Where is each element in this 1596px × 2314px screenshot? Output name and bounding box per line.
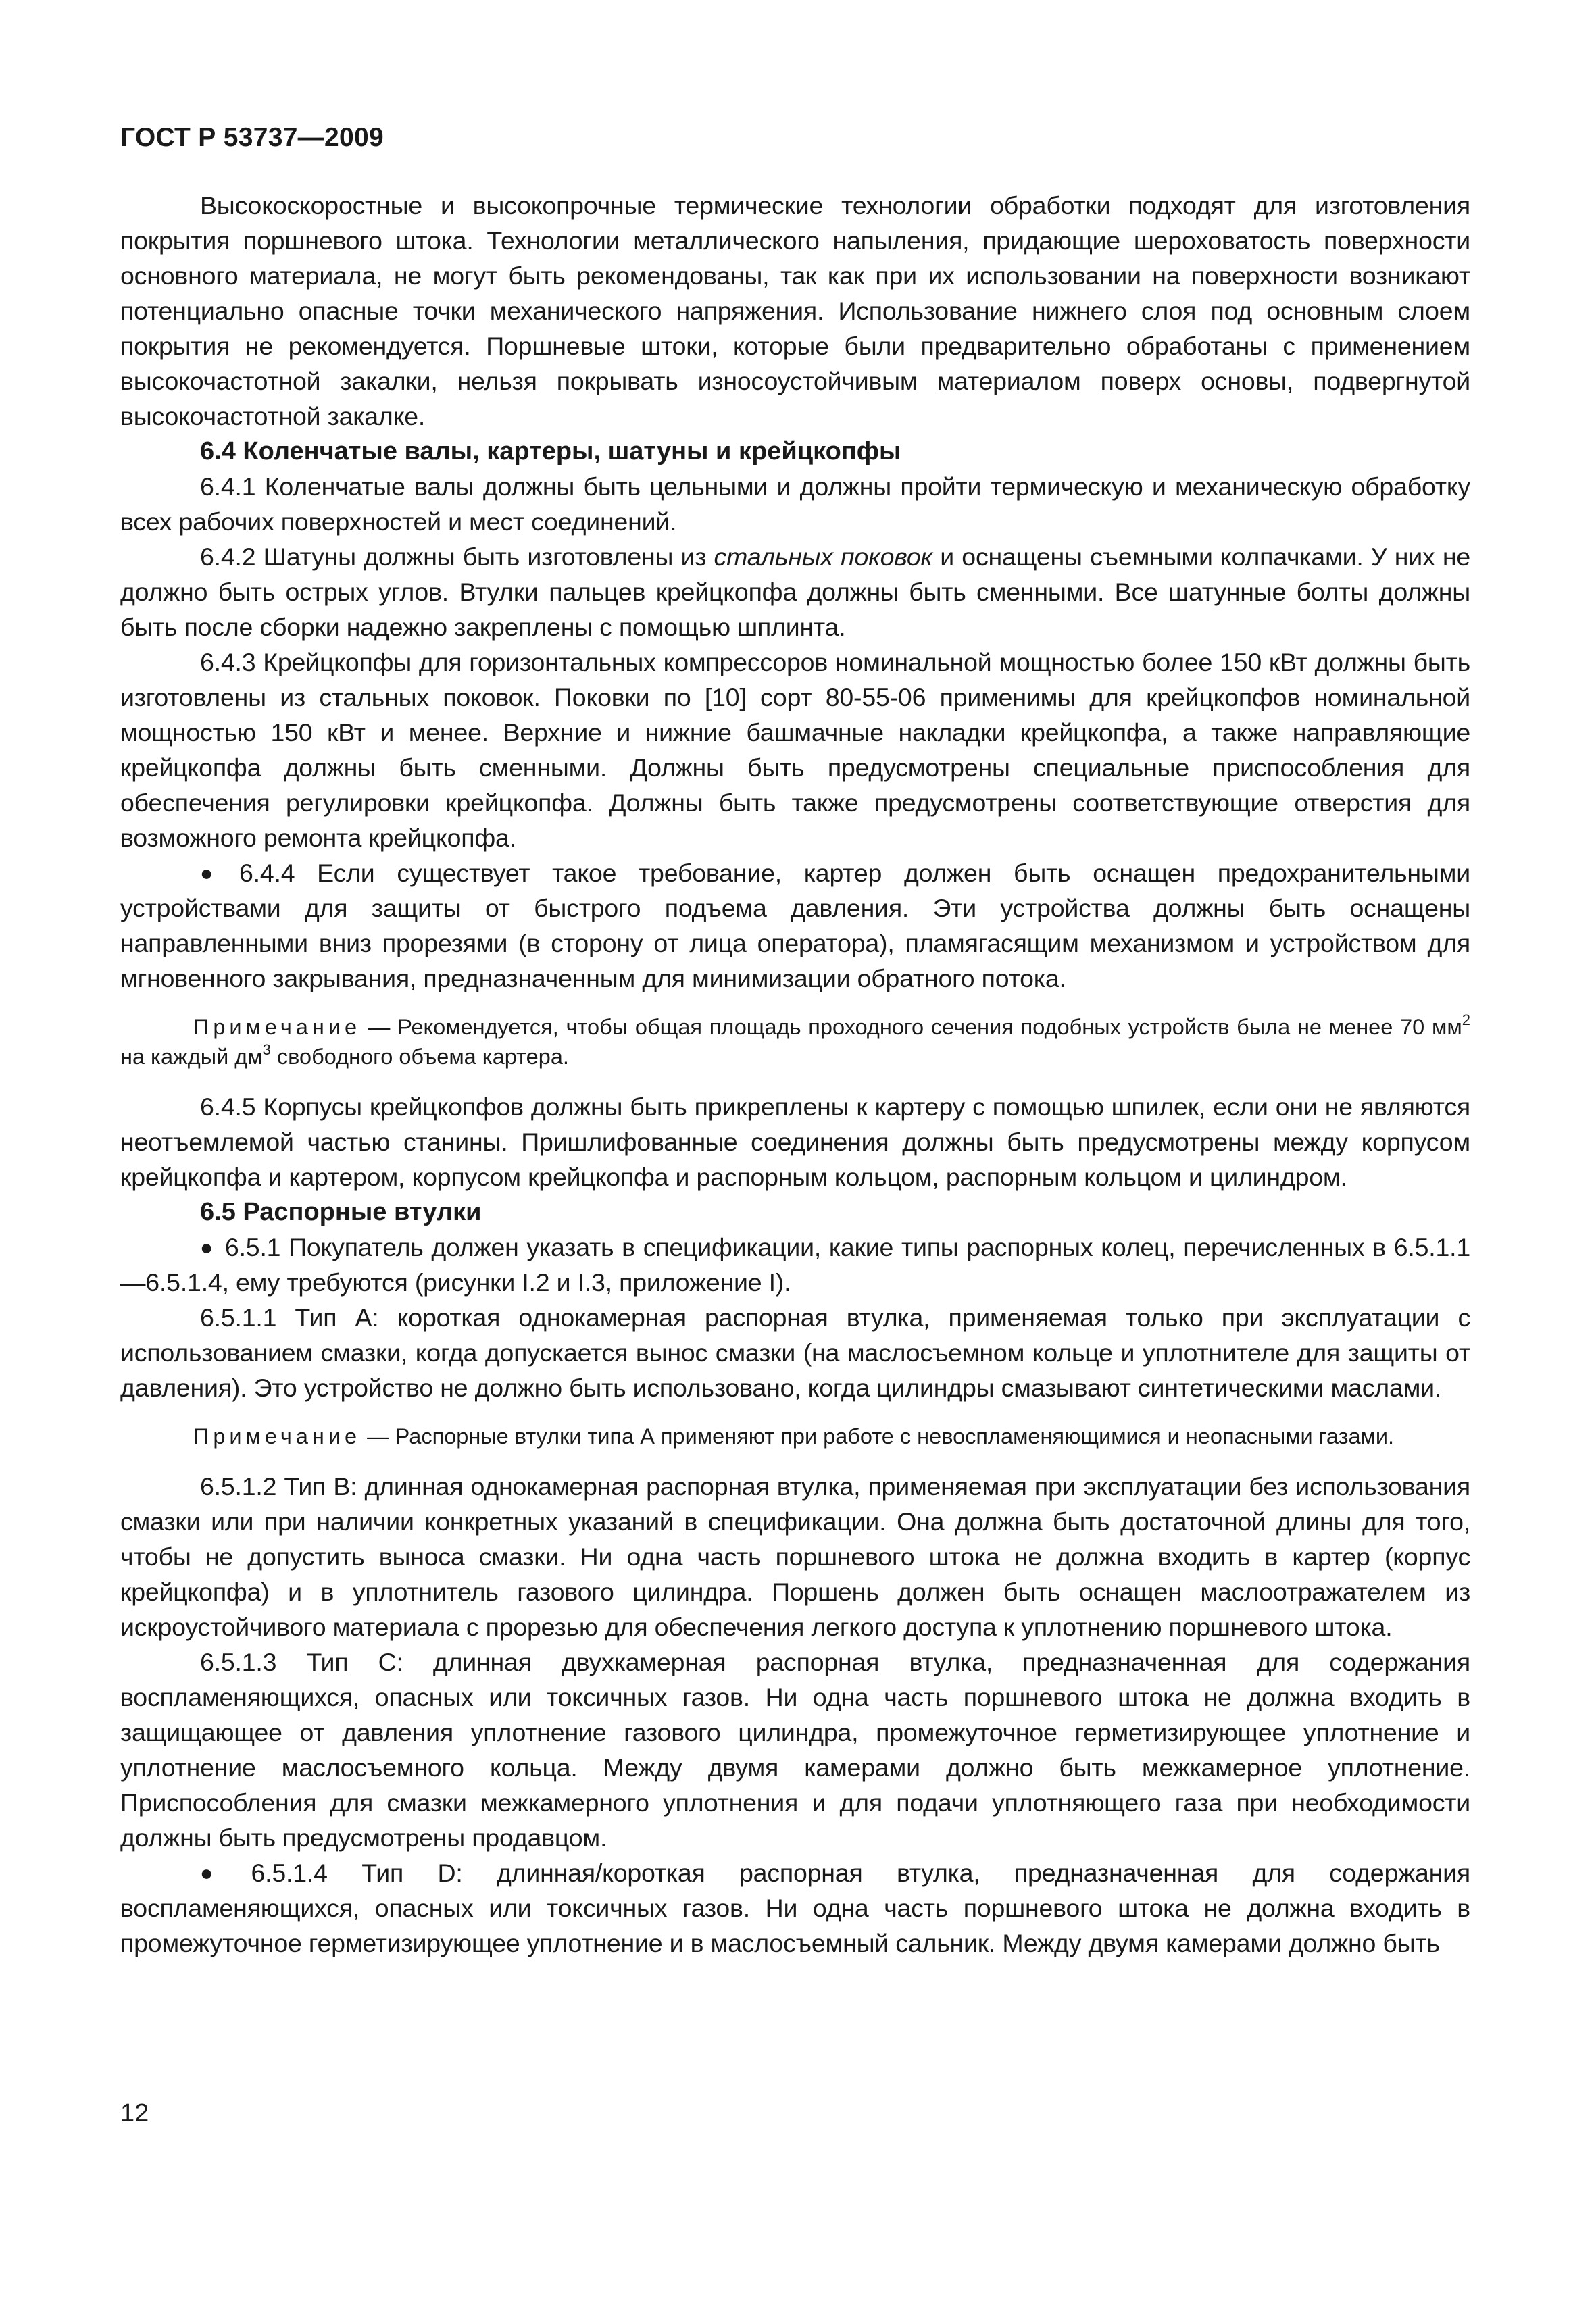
note-1-sup-3: 3 <box>262 1041 271 1058</box>
paragraph-6-4-4-text: 6.4.4 Если существует такое требование, картер должен быть оснащен предохранительными устройствами для защиты от быстрого подъема давления. Эти устройства должны быть оснащены направленными вниз прорезями (в сторону от лица оператора), пламягасящим механизмом и устройством для мгновенного закрывания, предназначенным для минимизации обратного потока. <box>120 859 1470 992</box>
paragraph-6-5-1-3: 6.5.1.3 Тип С: длинная двухкамерная распорная втулка, предназначенная для содержания воспламеняющихся, опасных или токсичных газов. Ни одна часть поршневого штока не должна входить в защищающее от давления уплотнение газового цилиндра, промежуточное герметизирующее уплотнение и уплотнение маслосъемного кольца. Между двумя камерами должно быть межкамерное уплотнение. Приспособления для смазки межкамерного уплотнения и для подачи уплотняющего газа при необходимости должны быть предусмотрены продавцом. <box>120 1648 1470 1852</box>
paragraph-6-5-1-2: 6.5.1.2 Тип В: длинная однокамерная распорная втулка, применяемая при эксплуатации без использования смазки или при наличии конкретных указаний в спецификации. Она должна быть достаточной длины для того, чтобы не допустить выноса смазки. Ни одна часть поршневого штока не должна входить в картер (корпус крейцкопфа) и в уплотнитель газового цилиндра. Поршень должен быть оснащен маслоотражателем из искроустойчивого материала с прорезью для обеспечения легкого доступа к уплотнению поршневого штока. <box>120 1472 1470 1641</box>
paragraph-6-4-2-start: 6.4.2 Шатуны должны быть изготовлены из <box>200 543 714 571</box>
note-label: Примечание <box>193 1424 361 1449</box>
note-1-text-a: — Рекомендуется, чтобы общая площадь проходного сечения подобных устройств была не менее 70 мм <box>361 1015 1462 1039</box>
document-header: ГОСТ Р 53737—2009 <box>120 123 384 152</box>
paragraph-6-4-3: 6.4.3 Крейцкопфы для горизонтальных компрессоров номинальной мощностью более 150 кВт должны быть изготовлены из стальных поковок. Поковки по [10] сорт 80-55-06 применимы для крейцкопфов номинальной мощностью 150 кВт и менее. Верхние и нижние башмачные накладки крейцкопфа, а также направляющие крейцкопфа должны быть сменными. Должны быть предусмотрены специальные приспособления для обеспечения регулировки крейцкопфа. Должны быть также предусмотрены соответствующие отверстия для возможного ремонта крейцкопфа. <box>120 648 1470 852</box>
note-label: Примечание <box>193 1015 361 1039</box>
paragraph-6-4-2 <box>120 539 1470 645</box>
note-1-sup-2: 2 <box>1462 1011 1470 1028</box>
paragraph-6-4-2-end: и оснащены съемными колпачками. У них не должно быть острых углов. Втулки пальцев крейцкопфа должны быть сменными. Все шатунные болты должны быть после сборки надежно закреплены с помощью шплинта. <box>120 543 1470 641</box>
page-number: 12 <box>120 2099 149 2128</box>
paragraph-6-5-1-1: 6.5.1.1 Тип А: короткая однокамерная распорная втулка, применяемая только при эксплуатации с использованием смазки, когда допускается вынос смазки (на маслосъемном кольце и уплотнителе для защиты от давления). Это устройство не должно быть использовано, когда цилиндры смазывают синтетическими маслами. <box>120 1303 1470 1402</box>
bullet-icon: ● <box>200 1235 214 1259</box>
paragraph-6-5-1-4 <box>120 1855 1470 1961</box>
paragraph-6-5-1 <box>120 1230 1470 1300</box>
section-heading-6-4: 6.4 Коленчатые валы, картеры, шатуны и крейцкопфы <box>200 437 901 466</box>
bullet-icon: ● <box>200 1861 214 1885</box>
note-2-text: — Распорные втулки типа А применяют при работе с невоспламеняющимися и неопасными газами. <box>361 1424 1395 1449</box>
note-1-text-b: на каждый дм <box>120 1045 263 1069</box>
note-1-text-c: свободного объема картера. <box>270 1045 569 1069</box>
paragraph-6-4-1: 6.4.1 Коленчатые валы должны быть цельными и должны пройти термическую и механическую обработку всех рабочих поверхностей и мест соединений. <box>120 472 1470 536</box>
emphasis-forgings: стальных поковок <box>714 543 933 571</box>
note-2 <box>120 1422 1470 1451</box>
paragraph-6-5-1-4-text: 6.5.1.4 Тип D: длинная/короткая распорная втулка, предназначенная для содержания воспламеняющихся, опасных или токсичных газов. Ни одна часть поршневого штока не должна входить в промежуточное герметизирующее уплотнение и в маслосъемный сальник. Между двумя камерами должно быть <box>120 1859 1470 1957</box>
paragraph-6-4-5: 6.4.5 Корпусы крейцкопфов должны быть прикреплены к картеру с помощью шпилек, если они не являются неотъемлемой частью станины. Пришлифованные соединения должны быть предусмотрены между корпусом крейцкопфа и картером, корпусом крейцкопфа и распорным кольцом, распорным кольцом и цилиндром. <box>120 1092 1470 1191</box>
bullet-icon: ● <box>200 861 214 885</box>
document-page <box>120 122 1470 1961</box>
paragraph-6-4-4 <box>120 855 1470 996</box>
paragraph-6-5-1-text: 6.5.1 Покупатель должен указать в спецификации, какие типы распорных колец, перечисленных в 6.5.1.1—6.5.1.4, ему требуются (рисунки I.2 и I.3, приложение I). <box>120 1233 1470 1297</box>
note-1 <box>120 1012 1470 1072</box>
paragraph-intro: Высокоскоростные и высокопрочные термические технологии обработки подходят для изготовления покрытия поршневого штока. Технологии металлического напыления, придающие шероховатость поверхности основного материала, не могут быть рекомендованы, так как при их использовании на поверхности возникают потенциально опасные точки механического напряжения. Использование нижнего слоя под основным слоем покрытия не рекомендуется. Поршневые штоки, которые были предварительно обработаны с применением высокочастотной закалки, нельзя покрывать износоустойчивым материалом поверх основы, подвергнутой высокочастотной закалке. <box>120 191 1470 430</box>
section-heading-6-5: 6.5 Распорные втулки <box>200 1198 482 1226</box>
